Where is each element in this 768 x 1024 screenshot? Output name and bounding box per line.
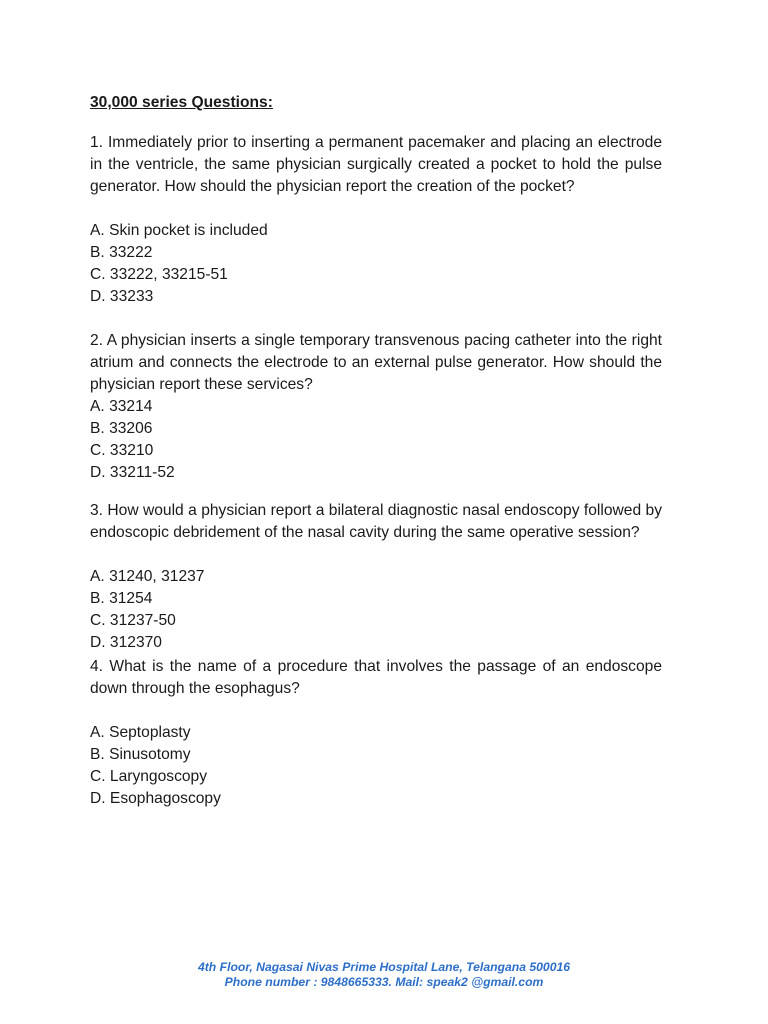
option-d: D. Esophagoscopy — [90, 790, 221, 807]
option-a: A. Septoplasty — [90, 724, 191, 741]
question-stem: 3. How would a physician report a bilateral diagnostic nasal endoscopy followed by endoscopic debridement of the nasal cavity during the same operative session? — [90, 502, 662, 541]
document-body — [90, 92, 662, 810]
answer-options — [90, 396, 662, 484]
question-2 — [90, 330, 662, 484]
answer-options — [90, 722, 662, 810]
option-d: D. 33211-52 — [90, 464, 175, 481]
option-c: C. 31237-50 — [90, 612, 176, 629]
page-footer — [0, 960, 768, 990]
footer-address: 4th Floor, Nagasai Nivas Prime Hospital Lane, Telangana 500016 — [197, 960, 571, 974]
option-a: A. Skin pocket is included — [90, 222, 268, 239]
option-c: C. Laryngoscopy — [90, 768, 208, 785]
option-a: A. 31240, 31237 — [90, 568, 205, 585]
answer-options — [90, 220, 662, 308]
option-b: B. 31254 — [90, 590, 153, 607]
page-title: 30,000 series Questions: — [90, 94, 273, 111]
option-c: C. 33222, 33215-51 — [90, 266, 228, 283]
option-b: B. 33206 — [90, 420, 153, 437]
footer-contact: Phone number : 9848665333. Mail: speak2 @gmail.com — [224, 975, 544, 989]
question-stem: 4. What is the name of a procedure that involves the passage of an endoscope down through the esophagus? — [90, 658, 662, 697]
option-d: D. 33233 — [90, 288, 154, 305]
question-3 — [90, 500, 662, 654]
question-stem: 2. A physician inserts a single temporary transvenous pacing catheter into the right atrium and connects the electrode to an external pulse generator. How should the physician report these services? — [90, 332, 662, 393]
option-d: D. 312370 — [90, 634, 162, 651]
question-4 — [90, 656, 662, 810]
option-b: B. 33222 — [90, 244, 153, 261]
question-1 — [90, 132, 662, 308]
answer-options — [90, 566, 662, 654]
option-a: A. 33214 — [90, 398, 153, 415]
option-c: C. 33210 — [90, 442, 154, 459]
question-stem: 1. Immediately prior to inserting a permanent pacemaker and placing an electrode in the ventricle, the same physician surgically created a pocket to hold the pulse generator. How should the physician report the creation of the pocket? — [90, 134, 662, 195]
option-b: B. Sinusotomy — [90, 746, 191, 763]
